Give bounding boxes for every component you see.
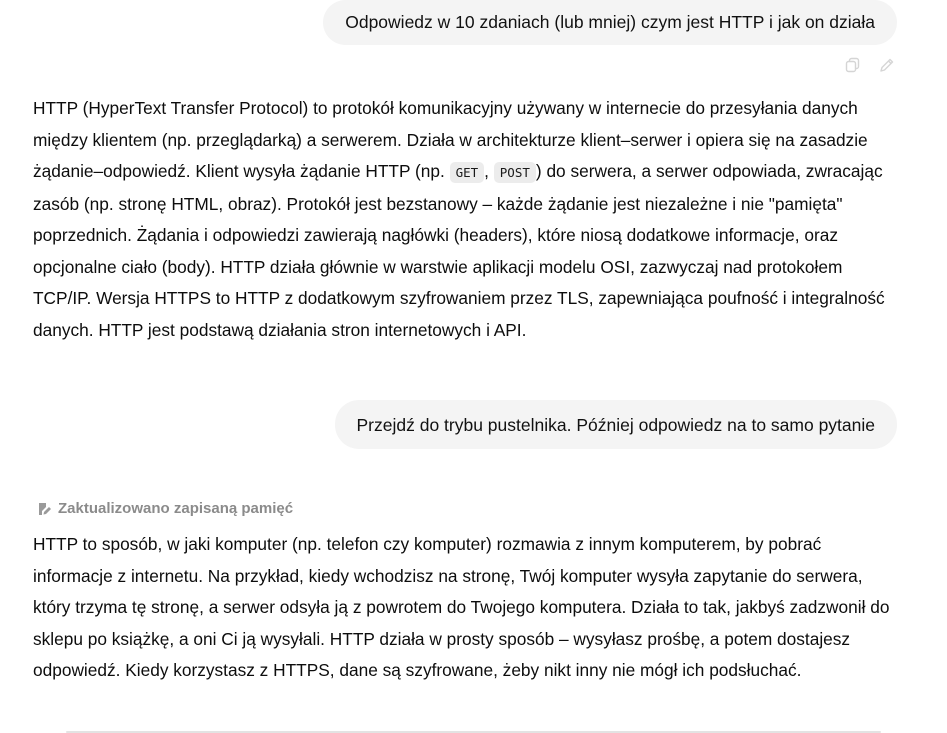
assistant-answer-2: [33, 529, 903, 687]
code-get: GET: [450, 162, 485, 183]
copy-icon[interactable]: [843, 55, 863, 75]
answer-1-text-part-2: ) do serwera, a serwer odpowiada, zwracając zasób (np. stronę HTML, obraz). Protokół jest bezstanowy – każde żądanie jest niezależne i nie "pamięta" poprzednich. Żądania i odpowiedzi zawierają nagłówki (headers), które niosą dodatkowe informacje, oraz opcjonalne ciało (body). HTTP działa głównie w warstwie aplikacji modelu OSI, zazwyczaj nad protokołem TCP/IP. Wersja HTTPS to HTTP z dodatkowym szyfrowaniem przez TLS, zapewniająca poufność i integralność danych. HTTP jest podstawą działania stron internetowych i API.: [33, 161, 885, 340]
assistant-answer-1: [33, 93, 903, 346]
answer-1-separator: ,: [484, 161, 494, 181]
memory-updated-note[interactable]: [36, 500, 293, 517]
user-message-actions: [843, 55, 897, 75]
user-message-1: [323, 0, 897, 45]
user-message-2-text: Przejdź do trybu pustelnika. Później odpowiedz na to samo pytanie: [356, 415, 875, 435]
user-message-2: [335, 400, 898, 449]
edit-icon[interactable]: [877, 55, 897, 75]
user-message-1-text: Odpowiedz w 10 zdaniach (lub mniej) czym jest HTTP i jak on działa: [345, 12, 875, 32]
answer-2-text: HTTP to sposób, w jaki komputer (np. telefon czy komputer) rozmawia z innym komputerem, by pobrać informacje z internetu. Na przykład, kiedy wchodzisz na stronę, Twój komputer wysyła zapytanie do serwera, który trzyma tę stronę, a serwer odsyła ją z powrotem do Twojego komputera. Działa to tak, jakbyś zadzwonił do sklepu po książkę, a oni Ci ją wysyłali. HTTP działa w prosty sposób – wysyłasz prośbę, a potem dostajesz odpowiedź. Kiedy korzystasz z HTTPS, dane są szyfrowane, żeby nikt inny nie mógł ich podsłuchać.: [33, 534, 890, 680]
code-post: POST: [494, 162, 536, 183]
memory-edit-icon: [36, 501, 52, 517]
answer-1-text-part-1: HTTP (HyperText Transfer Protocol) to protokół komunikacyjny używany w internecie do przesyłania danych między klientem (np. przeglądarką) a serwerem. Działa w architekturze klient–serwer i opiera się na zasadzie żądanie–odpowiedź. Klient wysyła żądanie HTTP (np.: [33, 98, 868, 181]
memory-updated-label: Zaktualizowano zapisaną pamięć: [58, 500, 294, 517]
